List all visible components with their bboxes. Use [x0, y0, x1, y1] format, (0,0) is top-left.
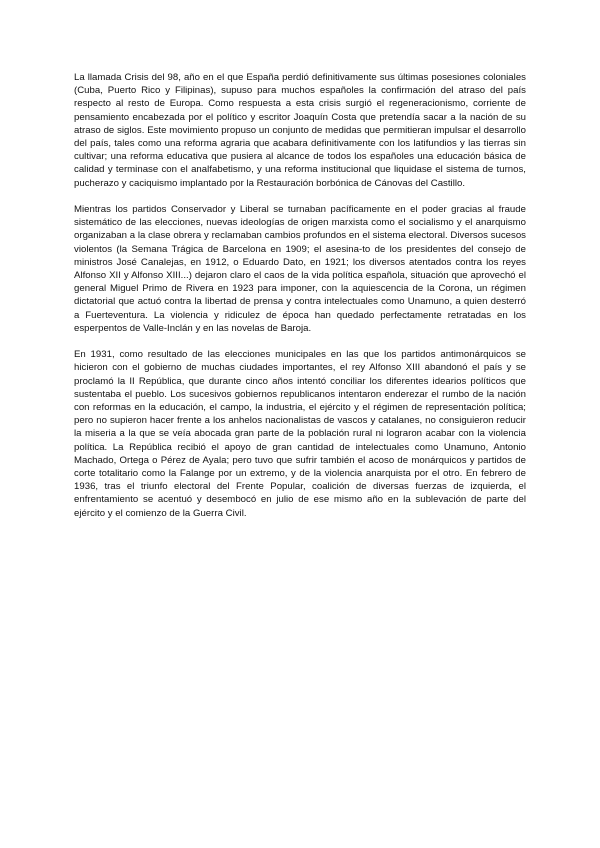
paragraph-segunda-republica: En 1931, como resultado de las elecciones municipales en las que los partidos antimonárquicos se hicieron con el gobierno de muchas ciudades importantes, el rey Alfonso XIII abandonó el país y se proclamó la II República, que durante cinco años intentó conciliar los diferentes idearios políticos que sustentaba el pueblo. Los sucesivos gobiernos republicanos intentaron enderezar el rumbo de la nación con reformas en la educación, el campo, la industria, el ejército y el régimen de representación política; pero no supieron hacer frente a los anhelos nacionalistas de vascos y catalanes, no consiguieron reducir la miseria a la que se veía abocada gran parte de la población rural ni lograron acabar con la violencia política. La República recibió el apoyo de gran cantidad de intelectuales como Unamuno, Antonio Machado, Ortega o Pérez de Ayala; pero tuvo que sufrir también el acoso de monárquicos y partidos de corte totalitario como la Falange por un extremo, y de la violencia anarquista por el otro. En febrero de 1936, tras el triunfo electoral del Frente Popular, coalición de diversas fuerzas de izquierda, el enfrentamiento se acentuó y desembocó en julio de ese mismo año en la sublevación de parte del ejército y el comienzo de la Guerra Civil.: [74, 349, 526, 519]
document-body: [74, 71, 526, 533]
paragraph-crisis-del-98: La llamada Crisis del 98, año en el que España perdió definitivamente sus últimas posesiones coloniales (Cuba, Puerto Rico y Filipinas), supuso para muchos españoles la confirmación del atraso del país respecto al resto de Europa. Como respuesta a esta crisis surgió el regeneracionismo, corriente de pensamiento encabezada por el político y escritor Joaquín Costa que pretendía sacar a la nación de su atraso de siglos. Este movimiento propuso un conjunto de medidas que permitieran impulsar el desarrollo del país, tales como una reforma agraria que acabara definitivamente con los latifundios y las tierras sin cultivar; una reforma educativa que pusiera al alcance de todos los españoles una educación básica de calidad y terminase con el analfabetismo, y una reforma institucional que liquidase el sistema de turnos, pucherazo y caciquismo implantado por la Restauración borbónica de Cánovas del Castillo.: [74, 72, 526, 189]
paragraph-partidos-y-dictadura: Mientras los partidos Conservador y Liberal se turnaban pacíficamente en el poder gracias al fraude sistemático de las elecciones, nuevas ideologías de origen marxista como el socialismo y el anarquismo organizaban a la clase obrera y reclamaban cambios profundos en el sistema electoral. Diversos sucesos violentos (la Semana Trágica de Barcelona en 1909; el asesina-to de los presidentes del consejo de ministros José Canalejas, en 1912, o Eduardo Dato, en 1921; los diversos atentados contra los reyes Alfonso XII y Alfonso XIII...) dejaron claro el caos de la vida política española, situación que aprovechó el general Miguel Primo de Rivera en 1923 para imponer, con la aquiescencia de la Corona, un régimen dictatorial que actuó contra la libertad de prensa y contra intelectuales como Unamuno, a quien desterró a Fuerteventura. La violencia y ridiculez de época han quedado perfectamente retratadas en los esperpentos de Valle-Inclán y en las novelas de Baroja.: [74, 204, 526, 334]
